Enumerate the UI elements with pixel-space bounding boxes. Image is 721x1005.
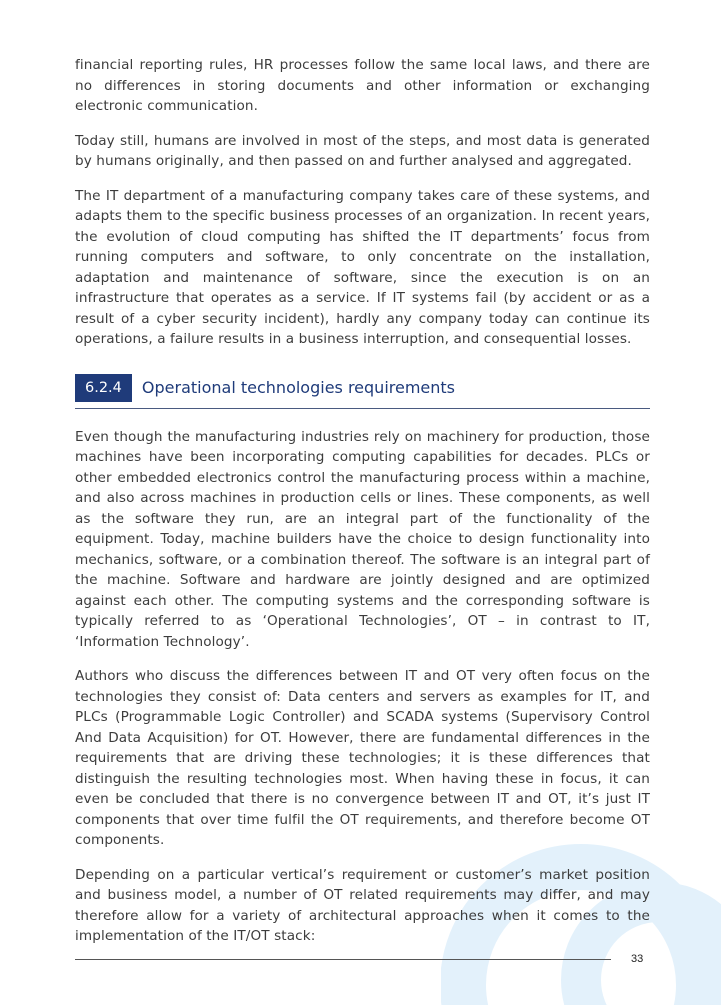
section-title: Operational technologies requirements bbox=[141, 378, 456, 397]
footer-divider bbox=[75, 959, 611, 960]
paragraph: financial reporting rules, HR processes follow the same local laws, and there are no differences in storing documents and other information or exchanging electronic communication. bbox=[75, 57, 650, 114]
paragraph: Today still, humans are involved in most of the steps, and most data is generated by humans originally, and then passed on and further analysed and aggregated. bbox=[75, 132, 650, 169]
section-number: 6.2.4 bbox=[75, 374, 132, 402]
page-number: 33 bbox=[631, 953, 644, 965]
paragraph: Even though the manufacturing industries rely on machinery for production, those machines have been incorporating computing capabilities for decades. PLCs or other embedded electronics control the manufacturing process within a machine, and also across machines in production cells or lines. These components, as well as the software they run, are an integral part of the functionality of the equipment. Today, machine builders have the choice to design functionality into mechanics, software, or a combination thereof. The software is an integral part of the machine. Software and hardware are jointly designed and are optimized against each other. The computing systems and the corresponding software is typically referred to as ‘Operational Technologies’, OT – in contrast to IT, ‘Information Technology’. bbox=[75, 428, 650, 650]
paragraph: Depending on a particular vertical’s requirement or customer’s market position and business model, a number of OT related requirements may differ, and may therefore allow for a variety of architectural approaches when it comes to the implementation of the IT/OT stack: bbox=[75, 866, 650, 944]
section-heading bbox=[75, 374, 650, 402]
paragraph: The IT department of a manufacturing company takes care of these systems, and adapts them to the specific business processes of an organization. In recent years, the evolution of cloud computing has shifted the IT departments’ focus from running computers and software, to only concentrate on the installation, adaptation and maintenance of software, since the execution is on an infrastructure that operates as a service. If IT systems fail (by accident or as a result of a cyber security incident), hardly any company today can continue its operations, a failure results in a business interruption, and consequential losses. bbox=[75, 187, 650, 347]
heading-divider bbox=[75, 408, 650, 409]
paragraph: Authors who discuss the differences between IT and OT very often focus on the technologies they consist of: Data centers and servers as examples for IT, and PLCs (Programmable Logic Controller) and SCADA systems (Supervisory Control And Data Acquisition) for OT. However, there are fundamental differences in the requirements that are driving these technologies; it is these differences that distinguish the resulting technologies most. When having these in focus, it can even be concluded that there is no convergence between IT and OT, it’s just IT components that over time fulfil the OT requirements, and therefore become OT components. bbox=[75, 668, 650, 848]
page-content bbox=[75, 55, 650, 961]
